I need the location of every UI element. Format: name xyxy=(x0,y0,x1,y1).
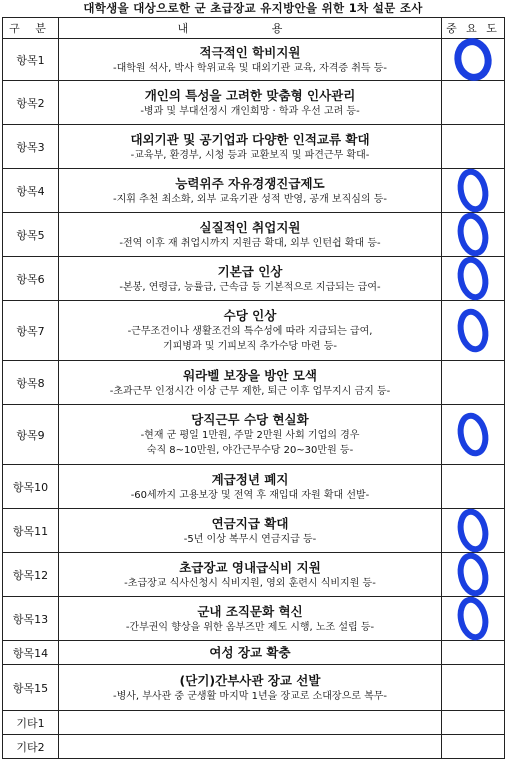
row-label: 항목12 xyxy=(3,553,59,597)
item-title: 대외기관 및 공기업과 다양한 인적교류 확대 xyxy=(130,131,370,147)
item-title: 초급장교 영내급식비 지원 xyxy=(179,559,321,575)
item-description: -5년 이상 복무시 연금지급 등- xyxy=(183,533,317,545)
item-description: 숙직 8~10만원, 야간근무수당 20~30만원 등- xyxy=(146,445,354,456)
survey-row xyxy=(3,125,505,169)
header-importance: 중 요 도 xyxy=(442,18,505,39)
survey-row xyxy=(3,553,505,597)
row-label: 항목4 xyxy=(3,169,59,213)
item-title: 여성 장교 확충 xyxy=(209,645,291,660)
item-title: 연금지급 확대 xyxy=(211,515,289,531)
item-title: 수당 인상 xyxy=(223,308,277,323)
survey-row xyxy=(3,301,505,361)
row-content xyxy=(59,641,442,665)
item-title: 계급정년 폐지 xyxy=(211,471,289,487)
row-label: 항목15 xyxy=(3,665,59,711)
item-description: -병사, 부사관 중 군생활 마지막 1년을 장교로 소대장으로 복무- xyxy=(112,690,388,702)
row-content xyxy=(59,711,442,735)
item-description: -초과근무 인정시간 이상 근무 제한, 퇴근 이후 업무지시 금지 등- xyxy=(109,385,391,397)
row-content xyxy=(59,169,442,213)
item-description: -교육부, 환경부, 시청 등과 교환보직 및 파견근무 확대- xyxy=(130,149,370,161)
importance-cell[interactable] xyxy=(442,553,505,597)
item-description: -간부권익 향상을 위한 옴부즈만 제도 시행, 노조 설립 등- xyxy=(125,621,375,633)
importance-cell[interactable] xyxy=(442,641,505,665)
item-description: -근무조건이나 생활조건의 특수성에 따라 지급되는 급여, xyxy=(127,326,373,337)
survey-row xyxy=(3,81,505,125)
item-description: 기피병과 및 기피보직 추가수당 마련 등- xyxy=(162,341,338,352)
survey-row xyxy=(3,665,505,711)
row-label: 항목13 xyxy=(3,597,59,641)
survey-table xyxy=(2,17,505,759)
row-label: 항목2 xyxy=(3,81,59,125)
row-label: 기타2 xyxy=(3,735,59,759)
item-title: 군내 조직문화 혁신 xyxy=(197,603,303,619)
row-label: 기타1 xyxy=(3,711,59,735)
row-content xyxy=(59,39,442,81)
survey-row xyxy=(3,39,505,81)
importance-cell[interactable] xyxy=(442,81,505,125)
importance-cell[interactable] xyxy=(442,39,505,81)
row-label: 항목7 xyxy=(3,301,59,361)
survey-row xyxy=(3,465,505,509)
row-content xyxy=(59,465,442,509)
item-description: -현재 군 평일 1만원, 주말 2만원 사회 기업의 경우 xyxy=(140,430,360,441)
survey-row xyxy=(3,735,505,759)
item-title: 적극적인 학비지원 xyxy=(199,44,301,60)
row-content xyxy=(59,735,442,759)
importance-cell[interactable] xyxy=(442,735,505,759)
row-label: 항목8 xyxy=(3,361,59,405)
item-description: -대학원 석사, 박사 학위교육 및 대외기관 교육, 자격증 취득 등- xyxy=(112,62,388,74)
item-title: 당직근무 수당 현실화 xyxy=(191,412,309,427)
row-label: 항목3 xyxy=(3,125,59,169)
row-label: 항목14 xyxy=(3,641,59,665)
survey-row xyxy=(3,257,505,301)
row-content xyxy=(59,597,442,641)
item-description: -60세까지 고용보장 및 전역 후 재입대 자원 확대 선발- xyxy=(130,489,370,501)
survey-row xyxy=(3,361,505,405)
importance-cell[interactable] xyxy=(442,711,505,735)
header-content: 내 용 xyxy=(59,18,442,39)
importance-cell[interactable] xyxy=(442,125,505,169)
row-content xyxy=(59,257,442,301)
item-title: 실질적인 취업지원 xyxy=(199,219,301,235)
importance-cell[interactable] xyxy=(442,213,505,257)
survey-row xyxy=(3,169,505,213)
importance-cell[interactable] xyxy=(442,301,505,361)
survey-row xyxy=(3,213,505,257)
row-label: 항목6 xyxy=(3,257,59,301)
row-label: 항목11 xyxy=(3,509,59,553)
importance-cell[interactable] xyxy=(442,665,505,711)
survey-row xyxy=(3,405,505,465)
item-description: -초급장교 식사신청시 식비지원, 영외 훈련시 식비지원 등- xyxy=(124,577,376,589)
importance-cell[interactable] xyxy=(442,405,505,465)
item-description: -지휘 추천 최소화, 외부 교육기관 성적 반영, 공개 보직심의 등- xyxy=(112,193,388,205)
item-title: 워라벨 보장을 방안 모색 xyxy=(183,367,317,383)
row-label: 항목1 xyxy=(3,39,59,81)
table-header-row xyxy=(3,18,505,39)
item-description: -본봉, 연령급, 능률급, 근속급 등 기본적으로 지급되는 급여- xyxy=(119,281,381,293)
item-description: -병과 및 부대선정시 개인희망 · 학과 우선 고려 등- xyxy=(140,105,360,117)
row-content xyxy=(59,405,442,465)
row-content xyxy=(59,361,442,405)
row-content xyxy=(59,81,442,125)
importance-cell[interactable] xyxy=(442,465,505,509)
item-title: 능력위주 자유경쟁진급제도 xyxy=(175,175,325,191)
row-label: 항목10 xyxy=(3,465,59,509)
survey-row xyxy=(3,509,505,553)
importance-cell[interactable] xyxy=(442,361,505,405)
survey-row xyxy=(3,711,505,735)
importance-cell[interactable] xyxy=(442,169,505,213)
row-content xyxy=(59,509,442,553)
row-label: 항목5 xyxy=(3,213,59,257)
importance-cell[interactable] xyxy=(442,257,505,301)
survey-title: 대학생을 대상으로한 군 초급장교 유지방안을 위한 1차 설문 조사 xyxy=(83,1,423,15)
survey-row xyxy=(3,597,505,641)
importance-cell[interactable] xyxy=(442,509,505,553)
item-title: (단기)간부사관 장교 선발 xyxy=(179,672,321,688)
row-content xyxy=(59,553,442,597)
item-title: 개인의 특성을 고려한 맞춤형 인사관리 xyxy=(144,87,356,103)
survey-row xyxy=(3,641,505,665)
row-content xyxy=(59,301,442,361)
item-title: 기본급 인상 xyxy=(217,263,283,279)
importance-cell[interactable] xyxy=(442,597,505,641)
row-content xyxy=(59,125,442,169)
header-category: 구 분 xyxy=(3,18,59,39)
row-content xyxy=(59,213,442,257)
item-description: -전역 이후 재 취업시까지 지원금 확대, 외부 인턴쉽 확대 등- xyxy=(119,237,381,249)
row-content xyxy=(59,665,442,711)
row-label: 항목9 xyxy=(3,405,59,465)
